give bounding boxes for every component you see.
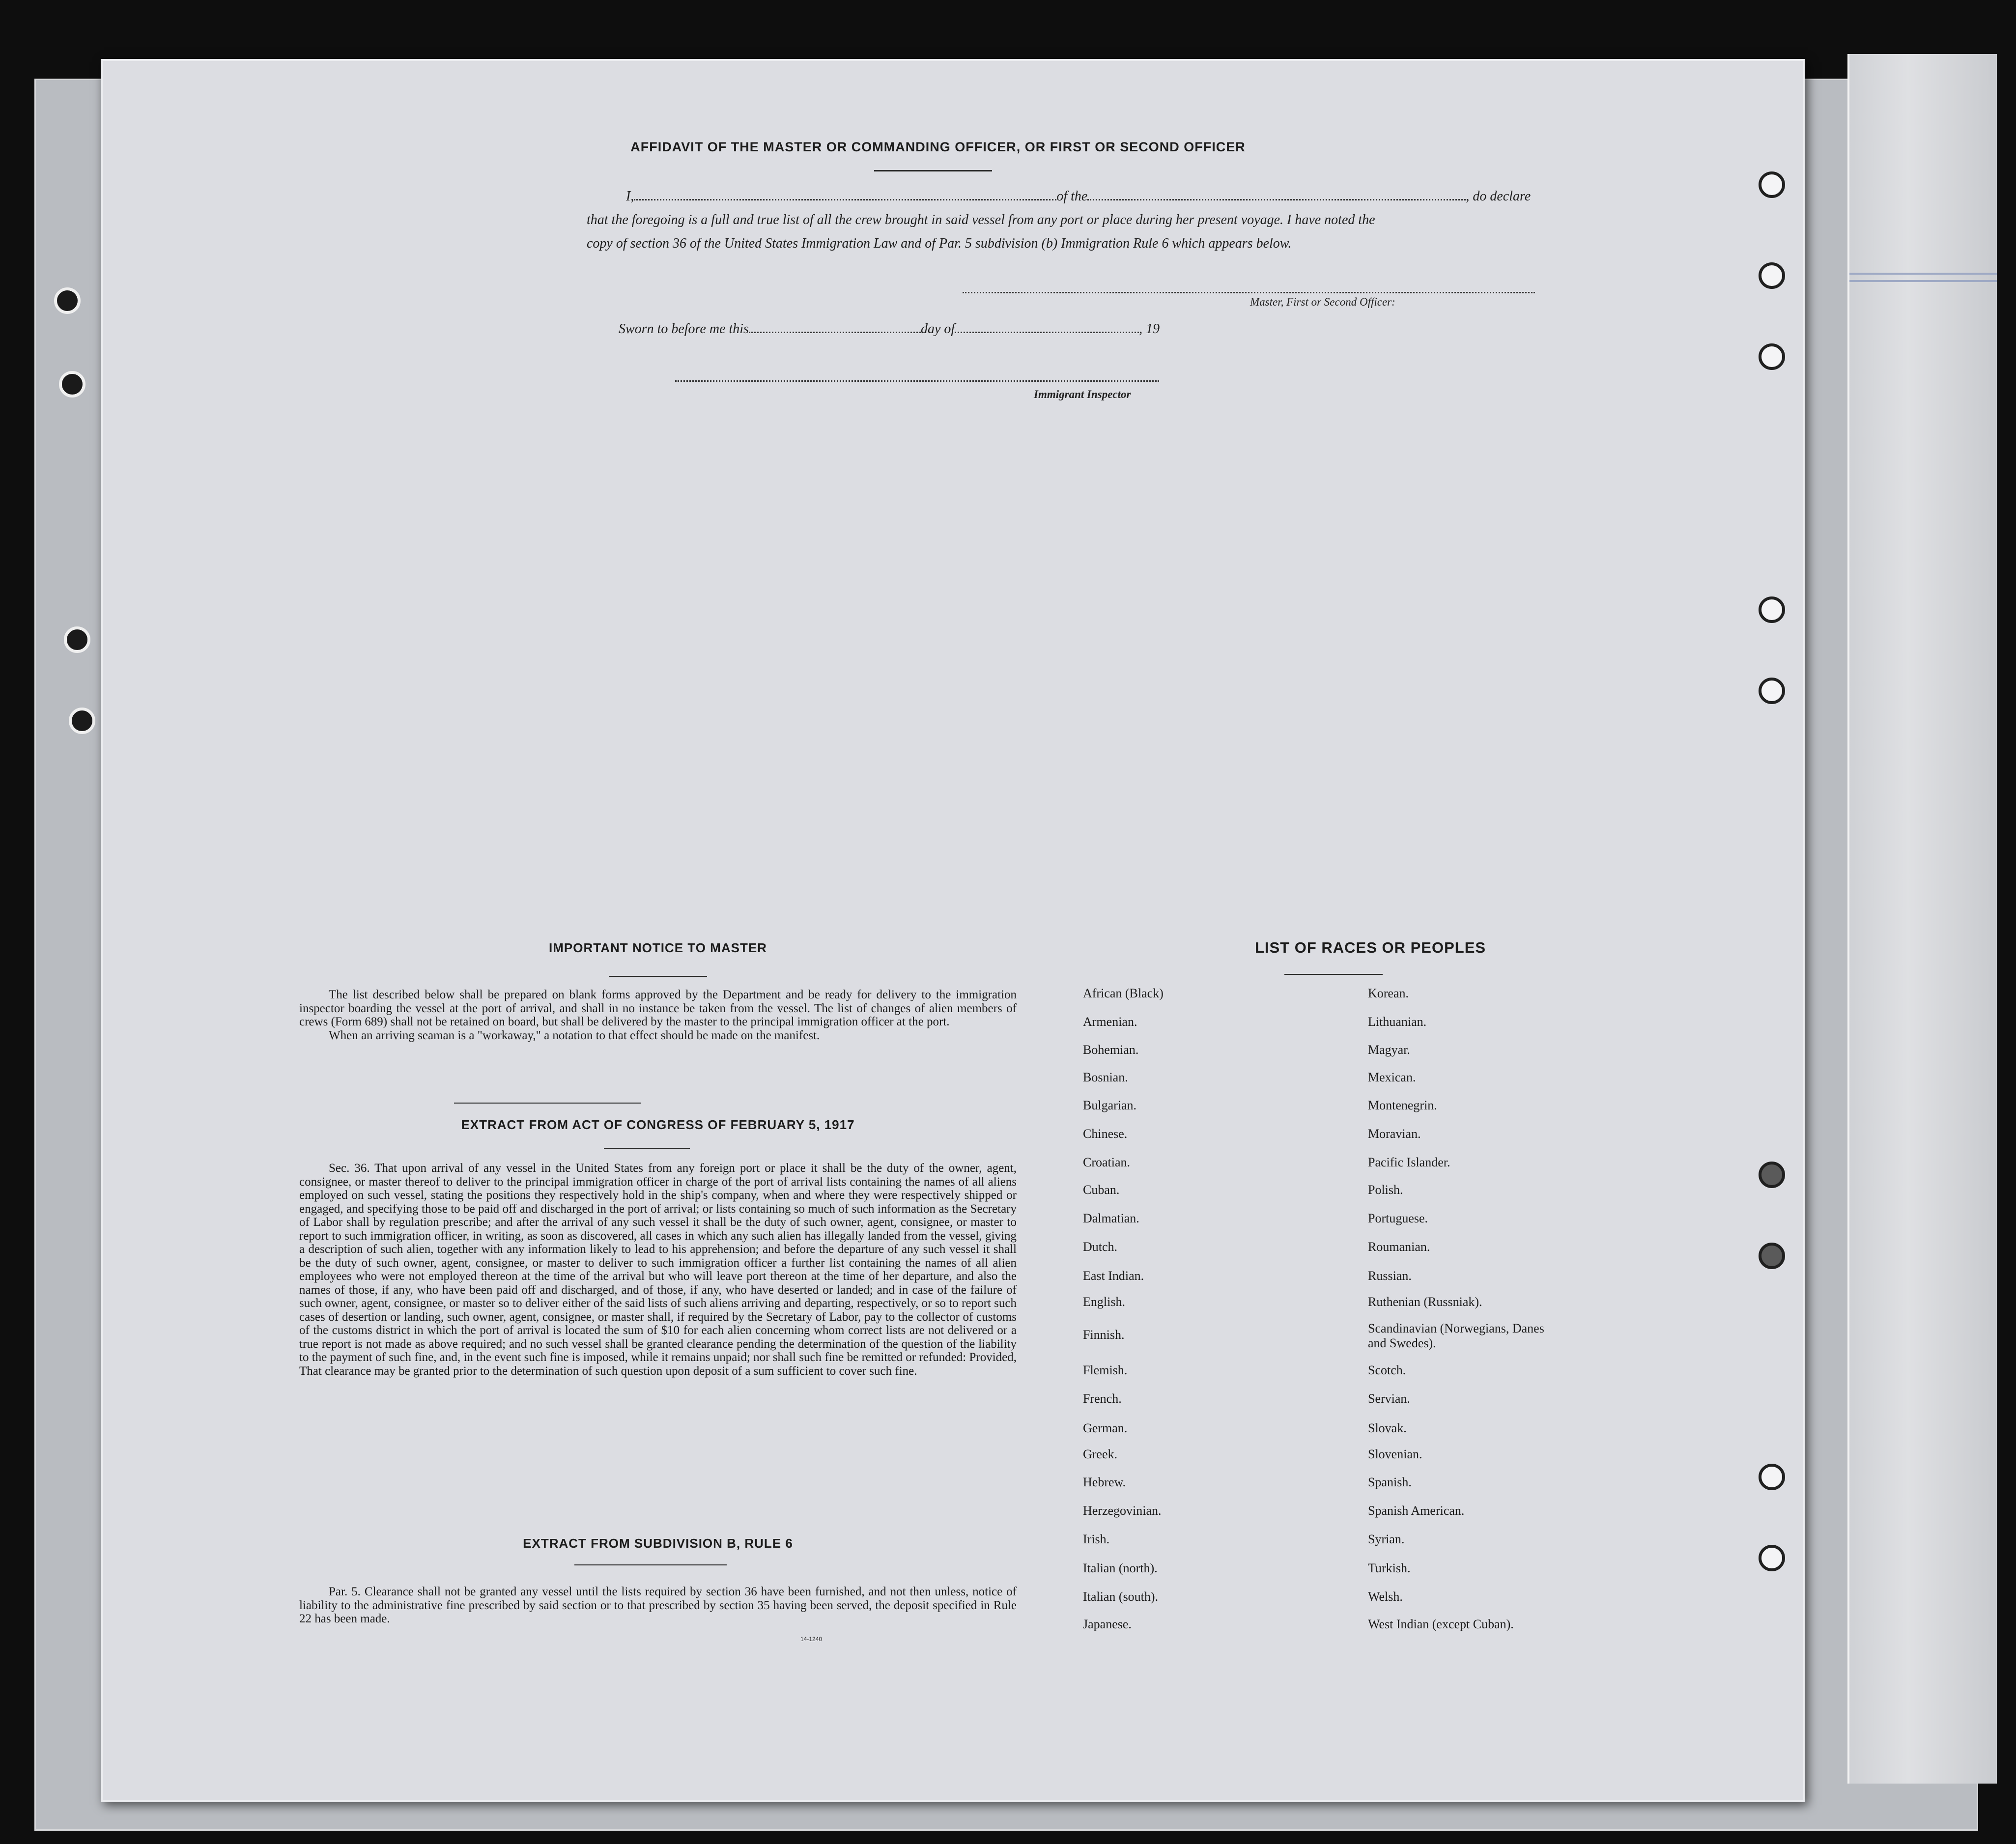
binder-hole [1759,596,1785,623]
race-entry: Lithuanian. [1368,1015,1427,1029]
inspector-signature-line[interactable] [675,380,1159,382]
binder-hole [1759,171,1785,198]
race-entry: Turkish. [1368,1561,1411,1575]
races-title-rule [1284,974,1383,975]
race-entry: Bulgarian. [1083,1098,1137,1112]
binder-hole [59,371,85,397]
race-entry: Montenegrin. [1368,1098,1437,1112]
race-entry: West Indian (except Cuban). [1368,1617,1514,1631]
act-extract-text: Sec. 36. That upon arrival of any vessel in the United States from any foreign port or place it shall be the duty of the owner, agent, consignee, or master thereof to deliver to the principal immigration officer in charge of the port of arrival lists containing the names of all aliens employed on such vessel, stating the positions they respectively hold in the ship's company, when and where they were respectively shipped or engaged, and specifying those to be paid off and discharged in the port of arrival; or lists containing so much of such information as the Secretary of Labor shall by regulation prescribe; and after the arrival of any such vessel it shall be the duty of such owner, agent, consignee, or master to report to such immigration officer, in writing, as soon as discovered, all cases in which any such alien has illegally landed from the vessel, giving a description of such alien, together with any information likely to lead to his apprehension; and before the departure of any such vessel it shall be the duty of such owner, agent, consignee, or master to deliver to such immigration officer a further list containing the names of all alien employees who were not employed thereon at the time of the arrival but who will leave port thereon at the time of her departure, and also the names of those, if any, who have been paid off and discharged, and of those, if any, who have deserted or landed; and in case of the failure of such owner, agent, consignee, or master so to deliver either of the said lists of such aliens arriving and departing, respectively, or so to report such cases of desertion or landing, such owner, agent, consignee, or master shall, if required by the Secretary of Labor, pay to the collector of customs of the customs district in which the port of arrival is located the sum of $10 for each alien concerning whom correct lists are not delivered or a true report is not made as above required; and no such vessel shall be granted clearance pending the determination of the question of the liability to the payment of such fine, and, in the event such fine is imposed, while it remains unpaid; nor shall such fine be remitted or refunded: Provided, That clearance may be granted prior to the determination of such question upon deposit of a sum sufficient to cover such fine. [299,1162,1017,1378]
binder-hole [1759,1464,1785,1490]
race-entry: French. [1083,1391,1122,1406]
binder-hole [1759,1545,1785,1571]
of-the-label: of the [1056,189,1088,204]
i-label: I, [626,189,634,204]
day-of-label: day of [920,321,955,337]
race-entry: Slovak. [1368,1421,1407,1435]
race-entry: Scandinavian (Norwegians, Danes and Swedes). [1368,1321,1544,1350]
section-divider [454,1103,641,1104]
rule-extract-text: Par. 5. Clearance shall not be granted any vessel until the lists required by section 36 have been furnished, and not then unless, notice of liability to the administrative fine prescribed by said section or to that prescribed by section 35 having been served, the deposit specified in Rule 22 has been made. [299,1585,1017,1625]
race-entry: Flemish. [1083,1363,1128,1377]
race-entry: Armenian. [1083,1015,1137,1029]
notice-paragraph-2: When an arriving seaman is a "workaway," a notation to that effect should be made on the manifest. [329,1028,820,1042]
rule-extract-body [299,1585,1017,1626]
binder-hole [54,287,81,314]
race-entry: Slovenian. [1368,1447,1422,1461]
affidavit-line-3: copy of section 36 of the United States Immigration Law and of Par. 5 subdivision (b) Immigration Rule 6 which appears below. [587,236,1292,251]
binder-hole [1759,1162,1785,1188]
race-entry: Italian (north). [1083,1561,1158,1575]
race-entry: Roumanian. [1368,1240,1430,1254]
notice-title-rule [609,976,707,977]
notice-body [299,988,1017,1042]
adjacent-page-edge [1847,54,1997,1784]
binder-hole [1759,1243,1785,1269]
race-entry: Portuguese. [1368,1211,1428,1225]
race-entry: Spanish American. [1368,1504,1465,1518]
officer-name-field[interactable] [634,199,1056,200]
binder-hole [69,708,95,734]
affidavit-line-2: that the foregoing is a full and true list of all the crew brought in said vessel from any port or place during her present voyage. I have noted the [587,212,1375,227]
race-entry: Ruthenian (Russniak). [1368,1295,1482,1309]
race-entry: Greek. [1083,1447,1118,1461]
race-entry: Servian. [1368,1391,1410,1406]
notice-paragraph-1: The list described below shall be prepared on blank forms approved by the Department and be ready for delivery to the immigration inspector boarding the vessel at the port of arrival, and shall in no instance be taken from the vessel. The list of changes of alien members of crews (Form 689) shall not be retained on board, but shall be delivered by the master to the principal immigration officer at the port. [299,988,1017,1028]
do-declare-label: , do declare [1466,189,1531,204]
binder-hole [1759,678,1785,704]
inspector-label: Immigrant Inspector [1034,388,1131,400]
race-entry: Bohemian. [1083,1043,1139,1057]
act-title-rule [604,1148,690,1149]
race-entry: Cuban. [1083,1183,1120,1197]
race-entry: Herzegovinian. [1083,1504,1162,1518]
binder-hole [64,626,90,653]
race-entry: Finnish. [1083,1328,1125,1342]
year-prefix: , 19 [1139,321,1160,337]
race-entry: Pacific Islander. [1368,1155,1450,1169]
race-entry: Moravian. [1368,1127,1421,1141]
binder-hole [1759,262,1785,289]
affidavit-line-1 [587,185,1535,208]
notice-title: IMPORTANT NOTICE TO MASTER [549,940,767,955]
binder-hole [1759,343,1785,370]
affidavit-body [587,185,1535,255]
race-entry: Scotch. [1368,1363,1406,1377]
race-entry: Dalmatian. [1083,1211,1139,1225]
act-extract-body [299,1162,1017,1378]
title-underline [874,170,992,171]
race-entry: Polish. [1368,1183,1403,1197]
race-entry: Italian (south). [1083,1589,1159,1604]
race-entry: Welsh. [1368,1589,1403,1604]
rule-title-rule [574,1564,727,1565]
race-entry: Mexican. [1368,1070,1416,1084]
race-entry: Bosnian. [1083,1070,1128,1084]
race-entry: Chinese. [1083,1127,1128,1141]
vessel-name-field[interactable] [1087,199,1466,200]
form-sheet [101,59,1805,1802]
race-entry: Croatian. [1083,1155,1131,1169]
master-signature-line[interactable] [963,292,1535,293]
sworn-prefix: Sworn to before me this [619,321,749,337]
master-signature-label: Master, First or Second Officer: [1250,296,1395,308]
race-entry: East Indian. [1083,1269,1144,1283]
affidavit-title: AFFIDAVIT OF THE MASTER OR COMMANDING OFFICER, OR FIRST OR SECOND OFFICER [630,140,1246,154]
race-entry: Japanese. [1083,1617,1132,1631]
race-entry: Magyar. [1368,1043,1410,1057]
race-entry: Dutch. [1083,1240,1118,1254]
sworn-month-field[interactable] [955,332,1139,333]
race-entry: Russian. [1368,1269,1412,1283]
race-entry: Spanish. [1368,1475,1412,1489]
race-entry: Hebrew. [1083,1475,1126,1489]
form-number: 14-1240 [800,1636,823,1643]
sworn-line [619,321,1160,337]
race-entry: German. [1083,1421,1128,1435]
race-entry: English. [1083,1295,1125,1309]
races-title: LIST OF RACES OR PEOPLES [1254,939,1486,956]
race-entry: Syrian. [1368,1532,1405,1546]
rule-extract-title: EXTRACT FROM SUBDIVISION B, RULE 6 [523,1536,793,1551]
race-entry: Korean. [1368,986,1409,1000]
race-entry: Irish. [1083,1532,1110,1546]
sworn-day-field[interactable] [749,332,921,333]
race-entry: African (Black) [1083,986,1164,1000]
act-extract-title: EXTRACT FROM ACT OF CONGRESS OF FEBRUARY 5, 1917 [461,1117,855,1132]
